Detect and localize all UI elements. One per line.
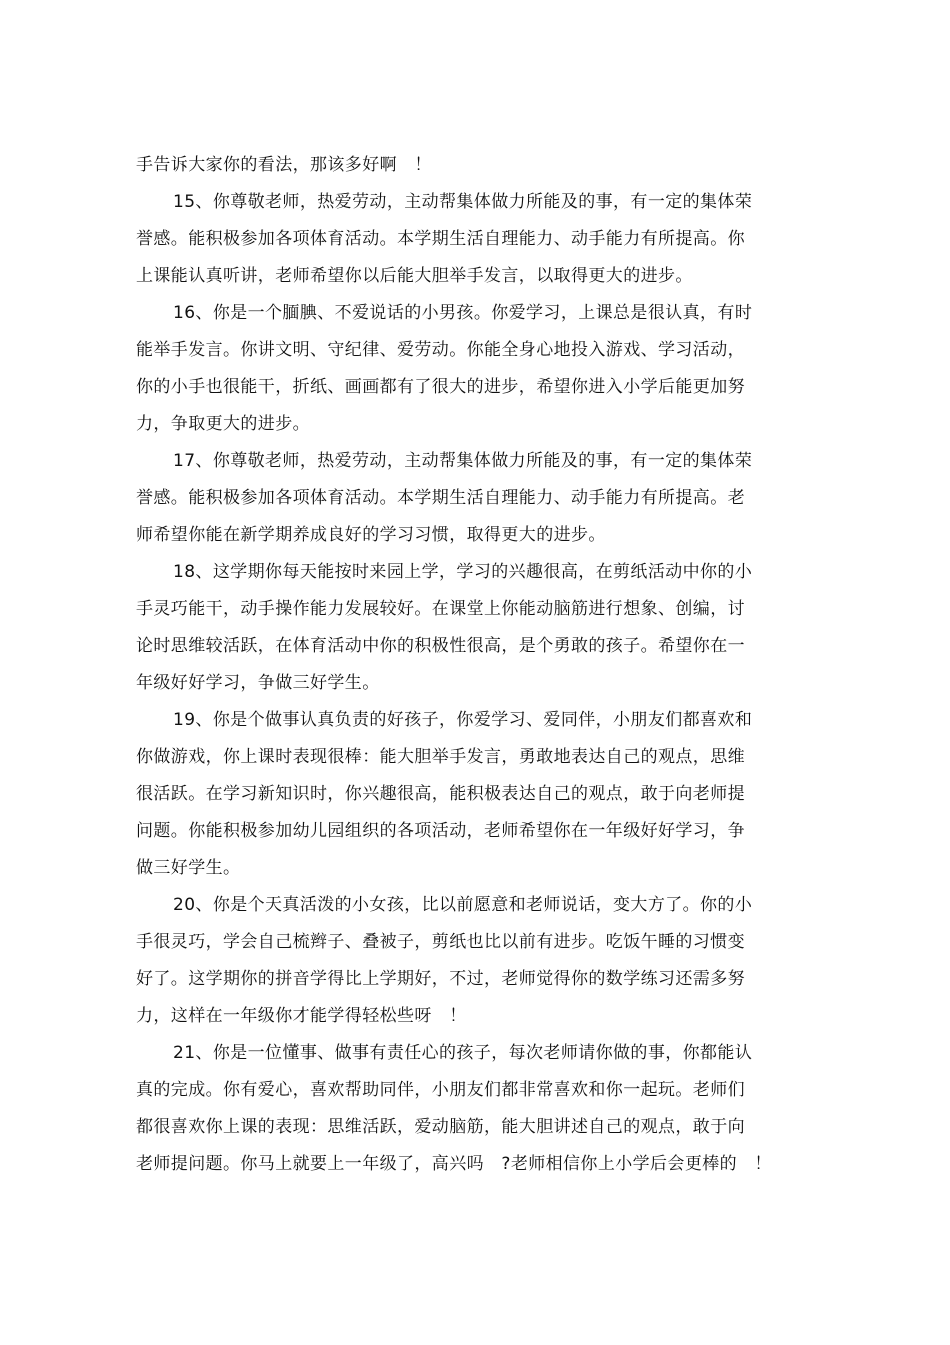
paragraph-line: 论时思维较活跃，在体育活动中你的积极性很高，是个勇敢的孩子。希望你在一: [136, 636, 745, 656]
paragraph-line: 师希望你能在新学期养成良好的学习习惯，取得更大的进步。: [136, 525, 606, 545]
paragraph-line: 手灵巧能干，动手操作能力发展较好。在课堂上你能动脑筋进行想象、创编，讨: [136, 599, 745, 619]
paragraph-line: 老师提问题。你马上就要上一年级了，高兴吗 ?老师相信你上小学后会更棒的 ！: [136, 1154, 772, 1174]
paragraph-19-start: 19、你是个做事认真负责的好孩子，你爱学习、爱同伴，小朋友们都喜欢和: [173, 710, 753, 730]
paragraph-line: 手告诉大家你的看法，那该多好啊 ！: [136, 155, 432, 175]
paragraph-line: 誉感。能积极参加各项体育活动。本学期生活自理能力、动手能力有所提高。老: [136, 488, 745, 508]
document-body: [136, 147, 776, 1183]
paragraph-line: 力，这样在一年级你才能学得轻松些呀 ！: [136, 1006, 467, 1026]
paragraph-line: 好了。这学期你的拼音学得比上学期好，不过，老师觉得你的数学练习还需多努: [136, 969, 745, 989]
paragraph-16-start: 16、你是一个腼腆、不爱说话的小男孩。你爱学习，上课总是很认真，有时: [173, 303, 753, 323]
paragraph-20-start: 20、你是个天真活泼的小女孩，比以前愿意和老师说话，变大方了。你的小: [173, 895, 753, 915]
paragraph-line: 问题。你能积极参加幼儿园组织的各项活动，老师希望你在一年级好好学习，争: [136, 821, 745, 841]
paragraph-line: 上课能认真听讲，老师希望你以后能大胆举手发言，以取得更大的进步。: [136, 266, 693, 286]
paragraph-15-start: 15、你尊敬老师，热爱劳动，主动帮集体做力所能及的事，有一定的集体荣: [173, 192, 753, 212]
paragraph-21-start: 21、你是一位懂事、做事有责任心的孩子，每次老师请你做的事，你都能认: [173, 1043, 753, 1063]
paragraph-line: 做三好学生。: [136, 858, 241, 878]
paragraph-line: 力，争取更大的进步。: [136, 414, 310, 434]
paragraph-line: 都很喜欢你上课的表现：思维活跃，爱动脑筋，能大胆讲述自己的观点，敢于向: [136, 1117, 745, 1137]
paragraph-18-start: 18、这学期你每天能按时来园上学，学习的兴趣很高，在剪纸活动中你的小: [173, 562, 753, 582]
paragraph-line: 年级好好学习，争做三好学生。: [136, 673, 380, 693]
paragraph-line: 手很灵巧，学会自己梳辫子、叠被子，剪纸也比以前有进步。吃饭午睡的习惯变: [136, 932, 745, 952]
paragraph-line: 很活跃。在学习新知识时，你兴趣很高，能积极表达自己的观点，敢于向老师提: [136, 784, 745, 804]
paragraph-line: 誉感。能积极参加各项体育活动。本学期生活自理能力、动手能力有所提高。你: [136, 229, 745, 249]
paragraph-line: 能举手发言。你讲文明、守纪律、爱劳动。你能全身心地投入游戏、学习活动，: [136, 340, 745, 360]
paragraph-line: 你做游戏，你上课时表现很棒：能大胆举手发言，勇敢地表达自己的观点，思维: [136, 747, 745, 767]
paragraph-17-start: 17、你尊敬老师，热爱劳动，主动帮集体做力所能及的事，有一定的集体荣: [173, 451, 753, 471]
paragraph-line: 你的小手也很能干，折纸、画画都有了很大的进步，希望你进入小学后能更加努: [136, 377, 745, 397]
paragraph-line: 真的完成。你有爱心，喜欢帮助同伴，小朋友们都非常喜欢和你一起玩。老师们: [136, 1080, 745, 1100]
